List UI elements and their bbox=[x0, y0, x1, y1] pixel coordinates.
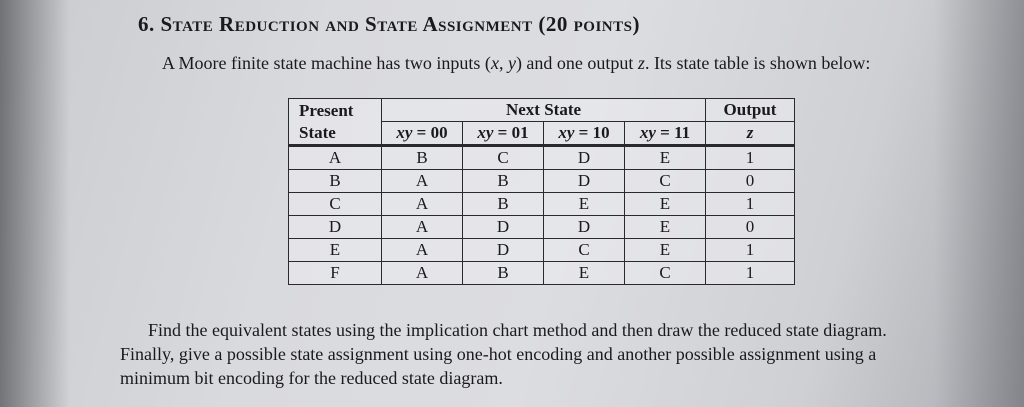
problem-number: 6. bbox=[138, 12, 155, 36]
table-row bbox=[289, 193, 795, 216]
next-state-cell: B bbox=[463, 262, 544, 285]
closing-text: Find the equivalent states using the implication chart method and then draw the reduced state diagram. Finally, give a possible state assignment using one-hot encoding and another possible assignment using a minimum bit encoding for the reduced state diagram. bbox=[120, 320, 887, 388]
output-cell: 1 bbox=[706, 262, 795, 285]
table-row bbox=[289, 239, 795, 262]
present-state-cell: C bbox=[289, 193, 382, 216]
present-state-cell: B bbox=[289, 170, 382, 193]
next-state-cell: D bbox=[463, 239, 544, 262]
next-state-cell: E bbox=[544, 193, 625, 216]
intro-text-2: ) and one output bbox=[515, 53, 638, 73]
problem-title: State Reduction and State Assignment bbox=[160, 12, 533, 36]
right-shadow bbox=[934, 0, 1024, 407]
output-cell: 1 bbox=[706, 146, 795, 170]
problem-points: (20 points) bbox=[538, 12, 640, 36]
next-state-cell: A bbox=[382, 216, 463, 239]
output-cell: 0 bbox=[706, 216, 795, 239]
intro-text-3: . Its state table is shown below: bbox=[644, 53, 871, 73]
input-col-header: xy = 10 bbox=[544, 122, 625, 146]
table-row bbox=[289, 262, 795, 285]
output-cell: 1 bbox=[706, 239, 795, 262]
next-state-cell: D bbox=[544, 170, 625, 193]
output-cell: 1 bbox=[706, 193, 795, 216]
problem-heading bbox=[138, 12, 640, 37]
table-row bbox=[289, 170, 795, 193]
output-var-header: z bbox=[706, 122, 795, 146]
var-z: z bbox=[637, 53, 645, 73]
state-table-body bbox=[289, 146, 795, 285]
output-cell: 0 bbox=[706, 170, 795, 193]
table-row bbox=[289, 146, 795, 170]
next-state-cell: C bbox=[463, 146, 544, 170]
present-state-cell: A bbox=[289, 146, 382, 170]
next-state-cell: E bbox=[625, 146, 706, 170]
present-state-header: Present State bbox=[289, 99, 382, 146]
input-col-header: xy = 00 bbox=[382, 122, 463, 146]
present-state-cell: E bbox=[289, 239, 382, 262]
output-header: Output bbox=[706, 99, 795, 122]
next-state-cell: C bbox=[625, 170, 706, 193]
input-col-header: xy = 01 bbox=[463, 122, 544, 146]
next-state-cell: E bbox=[544, 262, 625, 285]
intro-paragraph bbox=[138, 52, 918, 74]
closing-paragraph bbox=[120, 318, 932, 390]
next-state-cell: C bbox=[625, 262, 706, 285]
present-state-cell: F bbox=[289, 262, 382, 285]
left-shadow bbox=[0, 0, 70, 407]
intro-sep: , bbox=[498, 53, 508, 73]
next-state-cell: A bbox=[382, 239, 463, 262]
var-x: x bbox=[490, 53, 499, 73]
next-state-cell: B bbox=[382, 146, 463, 170]
next-state-cell: D bbox=[463, 216, 544, 239]
next-state-cell: E bbox=[625, 193, 706, 216]
next-state-cell: A bbox=[382, 170, 463, 193]
table-row bbox=[289, 216, 795, 239]
next-state-header: Next State bbox=[382, 99, 706, 122]
next-state-cell: E bbox=[625, 216, 706, 239]
next-state-cell: B bbox=[463, 170, 544, 193]
intro-text-1: A Moore finite state machine has two inputs ( bbox=[162, 53, 491, 73]
state-table bbox=[288, 98, 795, 285]
next-state-cell: A bbox=[382, 193, 463, 216]
next-state-cell: B bbox=[463, 193, 544, 216]
present-state-cell: D bbox=[289, 216, 382, 239]
next-state-cell: A bbox=[382, 262, 463, 285]
next-state-cell: D bbox=[544, 146, 625, 170]
next-state-cell: C bbox=[544, 239, 625, 262]
input-col-header: xy = 11 bbox=[625, 122, 706, 146]
var-y: y bbox=[507, 53, 516, 73]
next-state-cell: E bbox=[625, 239, 706, 262]
next-state-cell: D bbox=[544, 216, 625, 239]
